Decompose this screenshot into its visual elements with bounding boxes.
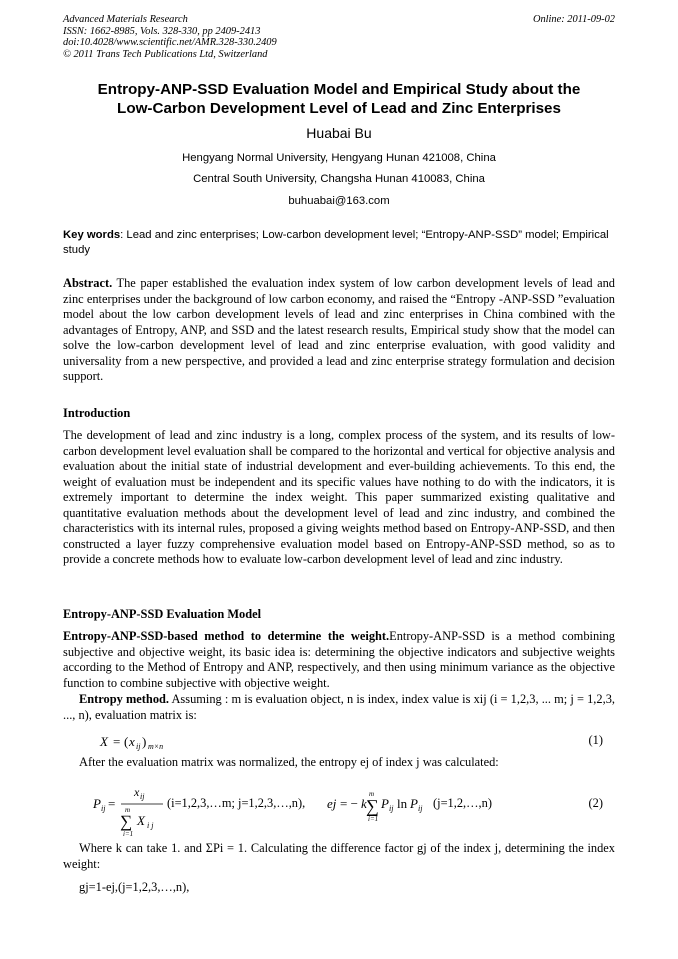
svg-text:x: x <box>129 734 135 749</box>
svg-text:=: = <box>113 734 121 749</box>
method-text: Entropy-ANP-SSD is a method combining subjective and objective weight, its basic idea is: determining the objective indicators and subjective weights according to the Method of Entropy and ANP, respectively, and then using minimum variance as the objective function to combine subjective with objective weight. <box>63 629 615 690</box>
entropy-paragraph <box>63 692 615 723</box>
abstract-label: Abstract. <box>63 276 113 290</box>
online-date: Online: 2011-09-02 <box>532 14 615 25</box>
title-line-2: Low-Carbon Development Level of Lead and Zinc Enterprises <box>117 100 561 117</box>
svg-text:i=1: i=1 <box>368 815 379 823</box>
svg-text:ln: ln <box>397 796 408 811</box>
journal-header <box>63 14 615 60</box>
svg-text:ij: ij <box>101 804 106 813</box>
svg-text:P: P <box>381 796 389 811</box>
equation-1-formula <box>97 732 217 754</box>
equation-2-fraction <box>91 783 191 839</box>
title-line-1: Entropy-ANP-SSD Evaluation Model and Empirical Study about the <box>97 81 581 98</box>
issn-line: ISSN: 1662-8985, Vols. 328-330, pp 2409-2413 <box>63 25 261 37</box>
equation-2-condition-2: (j=1,2,…,n) <box>433 796 492 810</box>
svg-text:∑: ∑ <box>366 796 379 816</box>
author-name: Huabai Bu <box>306 125 372 141</box>
keywords-label: Key words <box>63 229 121 241</box>
equation-2-condition-1: (i=1,2,3,…m; j=1,2,3,…,n), <box>167 796 306 810</box>
equation-2-number: (2) <box>588 796 603 810</box>
svg-text:X: X <box>137 813 145 828</box>
keywords <box>63 228 615 257</box>
svg-text:m: m <box>369 790 375 798</box>
svg-text:∑: ∑ <box>120 812 133 831</box>
svg-text:ej: ej <box>327 796 337 811</box>
svg-text:P: P <box>410 796 418 811</box>
method-paragraph <box>63 629 615 691</box>
svg-text:): ) <box>142 734 147 749</box>
equation-1 <box>63 732 615 752</box>
svg-text:m: m <box>125 806 131 814</box>
intro-heading: Introduction <box>63 406 131 420</box>
author-email: buhuabai@163.com <box>288 195 390 207</box>
equation-2-entropy <box>325 783 437 839</box>
svg-text:X: X <box>100 734 108 749</box>
equation-1-number: (1) <box>588 733 603 747</box>
svg-text:ij: ij <box>136 742 141 751</box>
svg-text:i j: i j <box>147 821 154 830</box>
abstract-text: The paper established the evaluation index system of low carbon development levels of lead and zinc enterprises under the background of low carbon economy, and raised the “Entropy -ANP-SSD ”evaluation model about the low carbon development levels of lead and zinc enterprises in China combined with the advantages of Entropy, ANP, and SSD and the latest research results, Empirical study show that the model can solve the low-carbon development level of lead and zinc enterprise evaluation, with good validity and universality from a new perspective, and provided a lead and zinc enterprise strategy formulation and decision support. <box>63 276 615 383</box>
svg-text:ij: ij <box>418 804 423 813</box>
svg-text:= −: = − <box>340 796 358 811</box>
affiliation-1: Hengyang Normal University, Hengyang Hunan 421008, China <box>182 152 496 164</box>
svg-text:m×n: m×n <box>148 742 164 751</box>
svg-text:k: k <box>361 796 367 811</box>
svg-text:i=1: i=1 <box>123 830 134 838</box>
after-eq2-text: Where k can take 1. and ΣPi = 1. Calculating the difference factor gj of the index j, determining the index weight: <box>63 841 615 871</box>
journal-name: Advanced Materials Research <box>63 14 188 25</box>
method-label: Entropy-ANP-SSD-based method to determine the weight. <box>63 629 390 643</box>
entropy-label: Entropy method. <box>79 692 170 706</box>
gj-formula-line: gj=1-ej,(j=1,2,3,…,n), <box>79 880 190 894</box>
affiliation-2: Central South University, Changsha Hunan 410083, China <box>193 173 485 185</box>
paper-title <box>63 80 615 118</box>
svg-text:=: = <box>108 796 116 811</box>
svg-text:(: ( <box>124 734 129 749</box>
model-heading: Entropy-ANP-SSD Evaluation Model <box>63 607 262 621</box>
svg-text:P: P <box>93 796 101 811</box>
intro-paragraph: The development of lead and zinc industry is a long, complex process of the system, and its results of low-carbon development level evaluation shall be compared to the horizontal and vertical for objective analysis and evaluation about the initial state of industrial development and ever-building achievements. To this end, the weight of evaluation must be independent and its specific values have nothing to do with the indicators, it is extremely important to determine the index weight. This paper summarized existing qualitative and quantitative evaluation methods about the development level of lead and zinc industry, and combined the characteristics with its internal rules, proposed a giving weights method based on Entropy-ANP-SSD, and then constructed a layer fuzzy comprehensive evaluation model based on Entropy-ANP-SSD method, so as to provide a concrete methods how to evaluate low-carbon development level of lead and zinc industry. <box>63 428 615 566</box>
keywords-text: : Lead and zinc enterprises; Low-carbon development level; “Entropy-ANP-SSD” model; Empirical study <box>63 229 609 256</box>
abstract <box>63 276 615 385</box>
svg-text:ij: ij <box>140 792 145 801</box>
entropy-text: Assuming : m is evaluation object, n is index, index value is xij (i = 1,2,3, ... m; j = 1,2,3, ..., n), evaluation matrix is: <box>63 692 615 722</box>
svg-text:x: x <box>134 785 140 799</box>
doi-line: doi:10.4028/www.scientific.net/AMR.328-330.2409 <box>63 37 277 48</box>
copyright-line: © 2011 Trans Tech Publications Ltd, Switzerland <box>63 48 268 60</box>
after-eq1-text: After the evaluation matrix was normalized, the entropy ej of index j was calculated: <box>79 755 499 769</box>
equation-2 <box>63 783 615 839</box>
svg-text:ij: ij <box>389 804 394 813</box>
